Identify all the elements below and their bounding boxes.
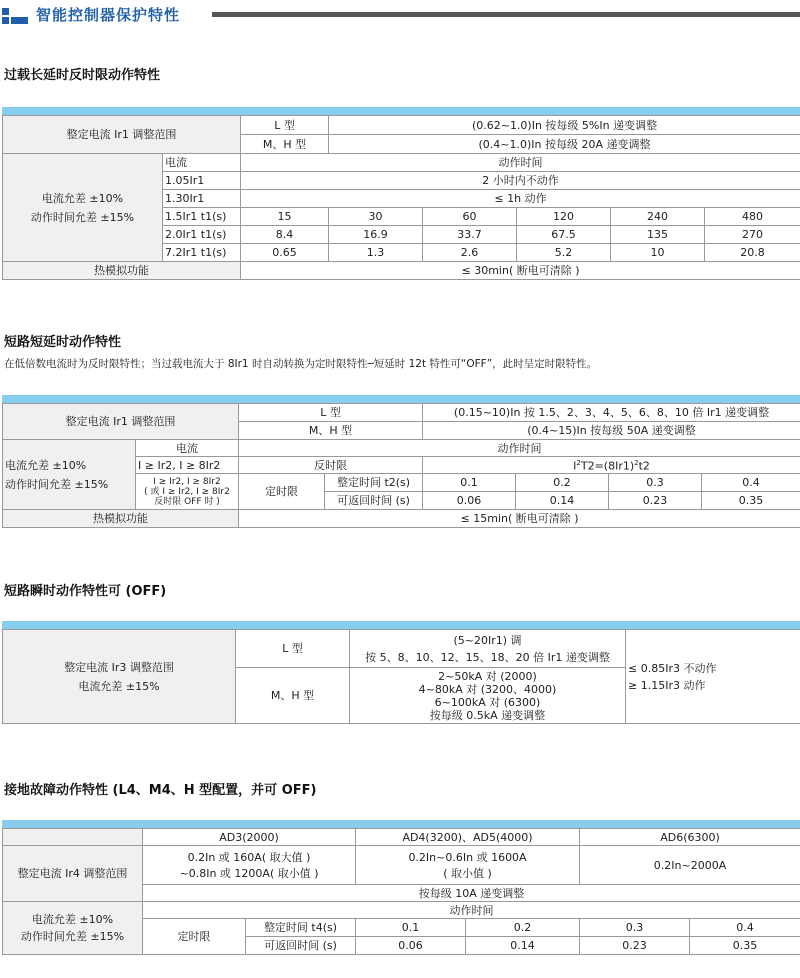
tolerance-cell <box>3 154 163 262</box>
thermal-label: 热模拟功能 <box>3 510 239 528</box>
table-cell: 33.7 <box>423 226 517 244</box>
trip: ≥ 1.15Ir3 动作 <box>628 678 706 692</box>
table-cell: 10 <box>611 244 705 262</box>
table-cell: 20.8 <box>705 244 800 262</box>
table-cell: 0.23 <box>580 937 690 955</box>
row-label: 1.30Ir1 <box>163 190 241 208</box>
section-intro: 在低倍数电流时为反时限特性；当过载电流大于 8Ir1 时自动转换为定时限特性─短延时 12t 特性可“OFF”，此时呈定时限特性。 <box>4 358 598 370</box>
table-cell: 0.4 <box>690 919 800 937</box>
col-current: 电流 <box>136 440 239 457</box>
row-label: 7.2Ir1 t1(s) <box>163 244 241 262</box>
table-cell: 0.1 <box>356 919 466 937</box>
table-cell: 240 <box>611 208 705 226</box>
row-label: 1.05Ir1 <box>163 172 241 190</box>
time-tolerance: 动作时间允差 ±15% <box>20 930 125 943</box>
table-cell: 0.4 <box>702 474 800 492</box>
table-cell: 0.2 <box>466 919 580 937</box>
return-time-label: 可返回时间 (s) <box>325 492 423 510</box>
table-band <box>2 395 800 403</box>
table-cell: 16.9 <box>329 226 423 244</box>
thermal-value: ≤ 15min( 断电可清除 ) <box>239 510 800 528</box>
table-cell: 5.2 <box>517 244 611 262</box>
col-time: 动作时间 <box>143 902 800 919</box>
brand-logo-icon <box>2 8 28 24</box>
short-delay-table <box>2 403 800 528</box>
tolerance-cell <box>3 902 143 955</box>
row-value: ≤ 1h 动作 <box>241 190 800 208</box>
time-tolerance: 动作时间允差 ±15% <box>30 210 135 224</box>
row-label: 2.0Ir1 t1(s) <box>163 226 241 244</box>
page-title: 智能控制器保护特性 <box>36 6 181 24</box>
overload-table <box>2 115 800 280</box>
table-cell: 0.23 <box>609 492 702 510</box>
l-type: L 型 <box>239 404 423 422</box>
table-cell: 0.35 <box>690 937 800 955</box>
no-trip: ≤ 0.85Ir3 不动作 <box>628 661 717 675</box>
table-cell: 480 <box>705 208 800 226</box>
col-ad3: AD3(2000) <box>143 829 356 846</box>
range-label: 整定电流 Ir3 调整范围 <box>64 660 174 674</box>
inverse-formula: $I^2T2=(8Ir1)^2t2$ <box>423 457 800 474</box>
range-label: 整定电流 Ir1 调整范围 <box>3 116 241 154</box>
section-title-overload: 过载长延时反时限动作特性 <box>4 68 161 83</box>
current-tolerance: 电流允差 ±10% <box>5 458 87 472</box>
table-band <box>2 107 800 115</box>
col-current: 电流 <box>163 154 241 172</box>
range-cell <box>3 630 236 724</box>
col-time: 动作时间 <box>241 154 800 172</box>
table-cell: 0.35 <box>702 492 800 510</box>
set-time-label: 整定时间 t4(s) <box>246 919 356 937</box>
result-cell <box>626 630 800 724</box>
thermal-value: ≤ 30min( 断电可清除 ) <box>241 262 800 280</box>
table-cell: 0.06 <box>356 937 466 955</box>
table-cell: 0.3 <box>609 474 702 492</box>
table-band <box>2 820 800 828</box>
range-label: 整定电流 Ir1 调整范围 <box>3 404 239 440</box>
table-cell: 0.65 <box>241 244 329 262</box>
table-cell: 135 <box>611 226 705 244</box>
table-cell: 67.5 <box>517 226 611 244</box>
table-cell: 270 <box>705 226 800 244</box>
section-title-instantaneous: 短路瞬时动作特性可 (OFF) <box>4 584 167 599</box>
set-time-label: 整定时间 t2(s) <box>325 474 423 492</box>
table-cell: 0.3 <box>580 919 690 937</box>
table-cell: 2.6 <box>423 244 517 262</box>
current-tolerance: 电流允差 ±10% <box>31 913 114 926</box>
table-cell: 8.4 <box>241 226 329 244</box>
l-type: L 型 <box>236 630 350 668</box>
current-tolerance: 电流允差 ±15% <box>78 679 160 693</box>
mh-range: (0.4~15)In 按每级 50A 递变调整 <box>423 422 800 440</box>
return-time-label: 可返回时间 (s) <box>246 937 356 955</box>
inverse-current: I ≥ Ir2, I ≥ 8Ir2 <box>136 457 239 474</box>
ground-fault-table <box>2 828 800 955</box>
row-label: 1.5Ir1 t1(s) <box>163 208 241 226</box>
l-range: (0.15~10)In 按 1.5、2、3、4、5、6、8、10 倍 Ir1 递变调整 <box>423 404 800 422</box>
section-title-short-delay: 短路短延时动作特性 <box>4 335 122 350</box>
table-cell: 60 <box>423 208 517 226</box>
time-tolerance: 动作时间允差 ±15% <box>5 477 109 491</box>
table-cell: 1.3 <box>329 244 423 262</box>
definite-label: 定时限 <box>239 474 325 510</box>
ad6-range: 0.2In~2000A <box>580 846 800 885</box>
row-value: 2 小时内不动作 <box>241 172 800 190</box>
range-label: 整定电流 Ir4 调整范围 <box>3 846 143 902</box>
section-title-ground-fault: 接地故障动作特性 (L4、M4、H 型配置，并可 OFF) <box>4 783 317 798</box>
step-text: 按每级 10A 递变调整 <box>143 885 800 902</box>
inverse-label: 反时限 <box>239 457 423 474</box>
mh-range: 2~50kA 对 (2000) 4~80kA 对 (3200、4000) 6~100kA 对 (6300) 按每级 0.5kA 递变调整 <box>350 668 626 724</box>
mh-range: (0.4~1.0)In 按每级 20A 递变调整 <box>329 135 800 154</box>
mh-type: M、H 型 <box>239 422 423 440</box>
ad3-range: 0.2In 或 160A( 取大值 ) ~0.8In 或 1200A( 取小值 ) <box>143 846 356 885</box>
table-cell: 0.1 <box>423 474 516 492</box>
table-cell: 120 <box>517 208 611 226</box>
table-cell: 0.2 <box>516 474 609 492</box>
ad4-range: 0.2In~0.6In 或 1600A ( 取小值 ) <box>356 846 580 885</box>
l-range: (0.62~1.0)In 按每级 5%In 递变调整 <box>329 116 800 135</box>
header-rule <box>212 12 800 17</box>
l-type: L 型 <box>241 116 329 135</box>
mh-type: M、H 型 <box>241 135 329 154</box>
table-cell: 0.06 <box>423 492 516 510</box>
col-ad4-ad5: AD4(3200)、AD5(4000) <box>356 829 580 846</box>
l-range: (5~20Ir1) 调 按 5、8、10、12、15、18、20 倍 Ir1 递变调整 <box>350 630 626 668</box>
instantaneous-table <box>2 629 800 724</box>
corner-cell <box>3 829 143 846</box>
table-cell: 30 <box>329 208 423 226</box>
col-time: 动作时间 <box>239 440 800 457</box>
tolerance-cell <box>3 440 136 510</box>
col-ad6: AD6(6300) <box>580 829 800 846</box>
table-cell: 15 <box>241 208 329 226</box>
table-cell: 0.14 <box>466 937 580 955</box>
definite-current: I ≥ Ir2, I ≥ 8Ir2 ( 或 I ≥ Ir2, I ≥ 8Ir2 反时限 OFF 时 ) <box>136 474 239 510</box>
table-cell: 0.14 <box>516 492 609 510</box>
thermal-label: 热模拟功能 <box>3 262 241 280</box>
page-header <box>0 0 800 30</box>
current-tolerance: 电流允差 ±10% <box>41 191 124 205</box>
table-band <box>2 621 800 629</box>
mh-type: M、H 型 <box>236 668 350 724</box>
definite-label: 定时限 <box>143 919 246 955</box>
